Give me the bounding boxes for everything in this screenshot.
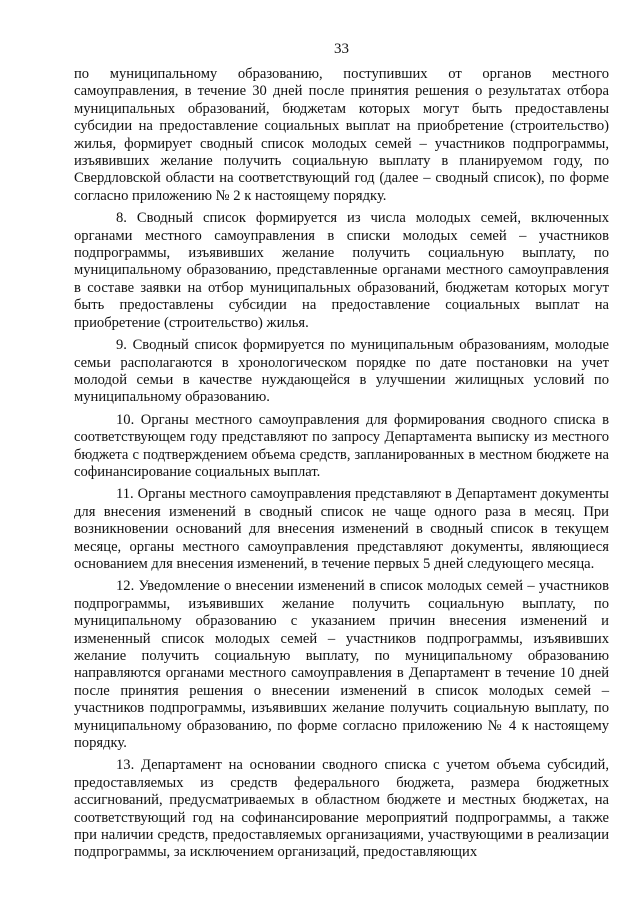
paragraph-10: 10. Органы местного самоуправления для формирования сводного списка в соответствующем году представляют по запросу Департамента выписку из местного бюджета с подтверждением объема средств, запланированных в местном бюджете на софинансирование социальных выплат. (74, 411, 609, 480)
paragraph-13: 13. Департамент на основании сводного списка с учетом объема субсидий, предоставляемых из средств федерального бюджета, размера бюджетных ассигнований, предусматриваемых в областном бюджете и местных бюджетах, на соответствующий год на софинансирование мероприятий подпрограммы, а также при наличии средств, предоставляемых организациями, участвующими в реализации подпрограммы, за исключением организаций, предоставляющих (74, 757, 609, 861)
paragraph-9: 9. Сводный список формируется по муниципальным образованиям, молодые семьи располагаются в хронологическом порядке по дате постановки на учет молодой семьи в качестве нуждающейся в улучшении жилищных условий по муниципальному образованию. (74, 337, 609, 406)
page-number: 33 (334, 41, 349, 57)
paragraph-11: 11. Органы местного самоуправления представляют в Департамент документы для внесения изменений в сводный список не чаще одного раза в месяц. При возникновении оснований для внесения изменений в сводный список в текущем месяце, органы местного самоуправления представляют документы, являющиеся основанием для внесения изменений, в течение первых 5 дней следующего месяца. (74, 486, 609, 572)
paragraph-continuation: по муниципальному образованию, поступивших от органов местного самоуправления, в течение 30 дней после принятия решения о результатах отбора муниципальных образований, бюджетам которых могут быть предоставлены субсидии на предоставление социальных выплат на приобретение (строительство) жилья, формирует сводный список молодых семей – участников подпрограммы, изъявивших желание получить социальную выплату в планируемом году, по Свердловской области на соответствующий год (далее – сводный список), по форме согласно приложению № 2 к настоящему порядку. (74, 66, 609, 204)
paragraph-8: 8. Сводный список формируется из числа молодых семей, включенных органами местного самоуправления в списки молодых семей – участников подпрограммы, изъявивших желание получить социальную выплату, по муниципальному образованию, представленные органами местного самоуправления в составе заявки на отбор муниципальных образований, бюджетам которых могут быть предоставлены субсидии на предоставление социальных выплат на приобретение (строительство) жилья. (74, 210, 609, 331)
paragraph-12: 12. Уведомление о внесении изменений в список молодых семей – участников подпрограммы, изъявивших желание получить социальную выплату, по муниципальному образованию с указанием причин внесения изменений и измененный список молодых семей – участников подпрограммы, изъявивших желание получить социальную выплату, по муниципальному образованию направляются органами местного самоуправления в Департамент в течение 10 дней после принятия решения о внесении изменений в список молодых семей – участников подпрограммы, изъявивших желание получить социальную выплату, по муниципальному образованию, по форме согласно приложению № 4 к настоящему порядку. (74, 578, 609, 752)
